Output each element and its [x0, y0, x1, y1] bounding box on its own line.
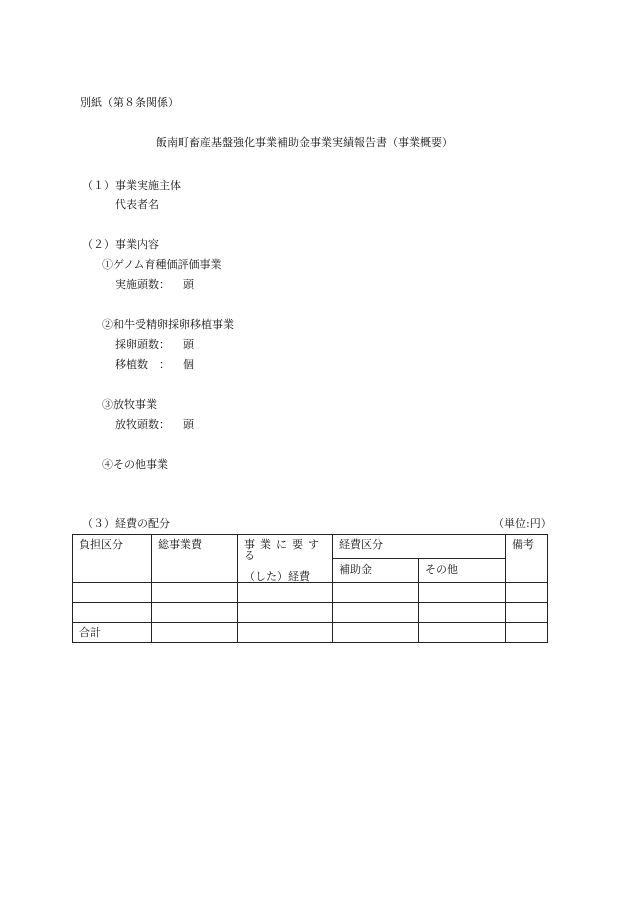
- item1-title: ①ゲノム育種価評価事業: [102, 258, 222, 271]
- header-breakdown: 経費区分: [333, 535, 506, 559]
- item2-title: ②和牛受精卵採卵移植事業: [102, 318, 234, 331]
- item3-line1-unit: 頭: [183, 418, 194, 431]
- item3-title: ③放牧事業: [102, 398, 157, 411]
- item3-line1-label: 放牧頭数：: [115, 418, 170, 431]
- item2-line1-unit: 頭: [183, 338, 194, 351]
- table-row: [73, 603, 548, 623]
- section2-heading: （２）事業内容: [82, 238, 159, 251]
- item4-title: ④その他事業: [102, 458, 168, 471]
- header-other: その他: [419, 559, 506, 583]
- item2-line2-unit: 個: [183, 358, 194, 371]
- table-row: [73, 583, 548, 603]
- item2-line2-label: 移植数 ：: [115, 358, 170, 371]
- unit-note: （単位:円）: [493, 517, 552, 530]
- header-burden: 負担区分: [73, 535, 152, 583]
- item1-line1-unit: 頭: [183, 278, 194, 291]
- item1-line1-label: 実施頭数：: [115, 278, 170, 291]
- total-row: [73, 623, 548, 643]
- header-total-cost: 総事業費: [152, 535, 238, 583]
- document-title: 飯南町畜産基盤強化事業補助金事業実績報告書（事業概要）: [156, 136, 453, 149]
- header-required-cost-line1: 事業に要する: [244, 538, 324, 562]
- attachment-label: 別紙（第８条関係）: [80, 96, 179, 109]
- total-row-label: 合計: [73, 623, 152, 643]
- header-subsidy: 補助金: [333, 559, 419, 583]
- header-remarks: 備考: [506, 535, 548, 583]
- section3-heading: （３）経費の配分: [82, 517, 170, 530]
- representative-label: 代表者名: [115, 198, 159, 211]
- budget-table: [72, 534, 548, 643]
- section1-heading: （１）事業実施主体: [82, 179, 181, 192]
- item2-line1-label: 採卵頭数：: [115, 338, 170, 351]
- header-required-cost: [238, 535, 333, 583]
- header-required-cost-line2: （した）経費: [244, 570, 310, 583]
